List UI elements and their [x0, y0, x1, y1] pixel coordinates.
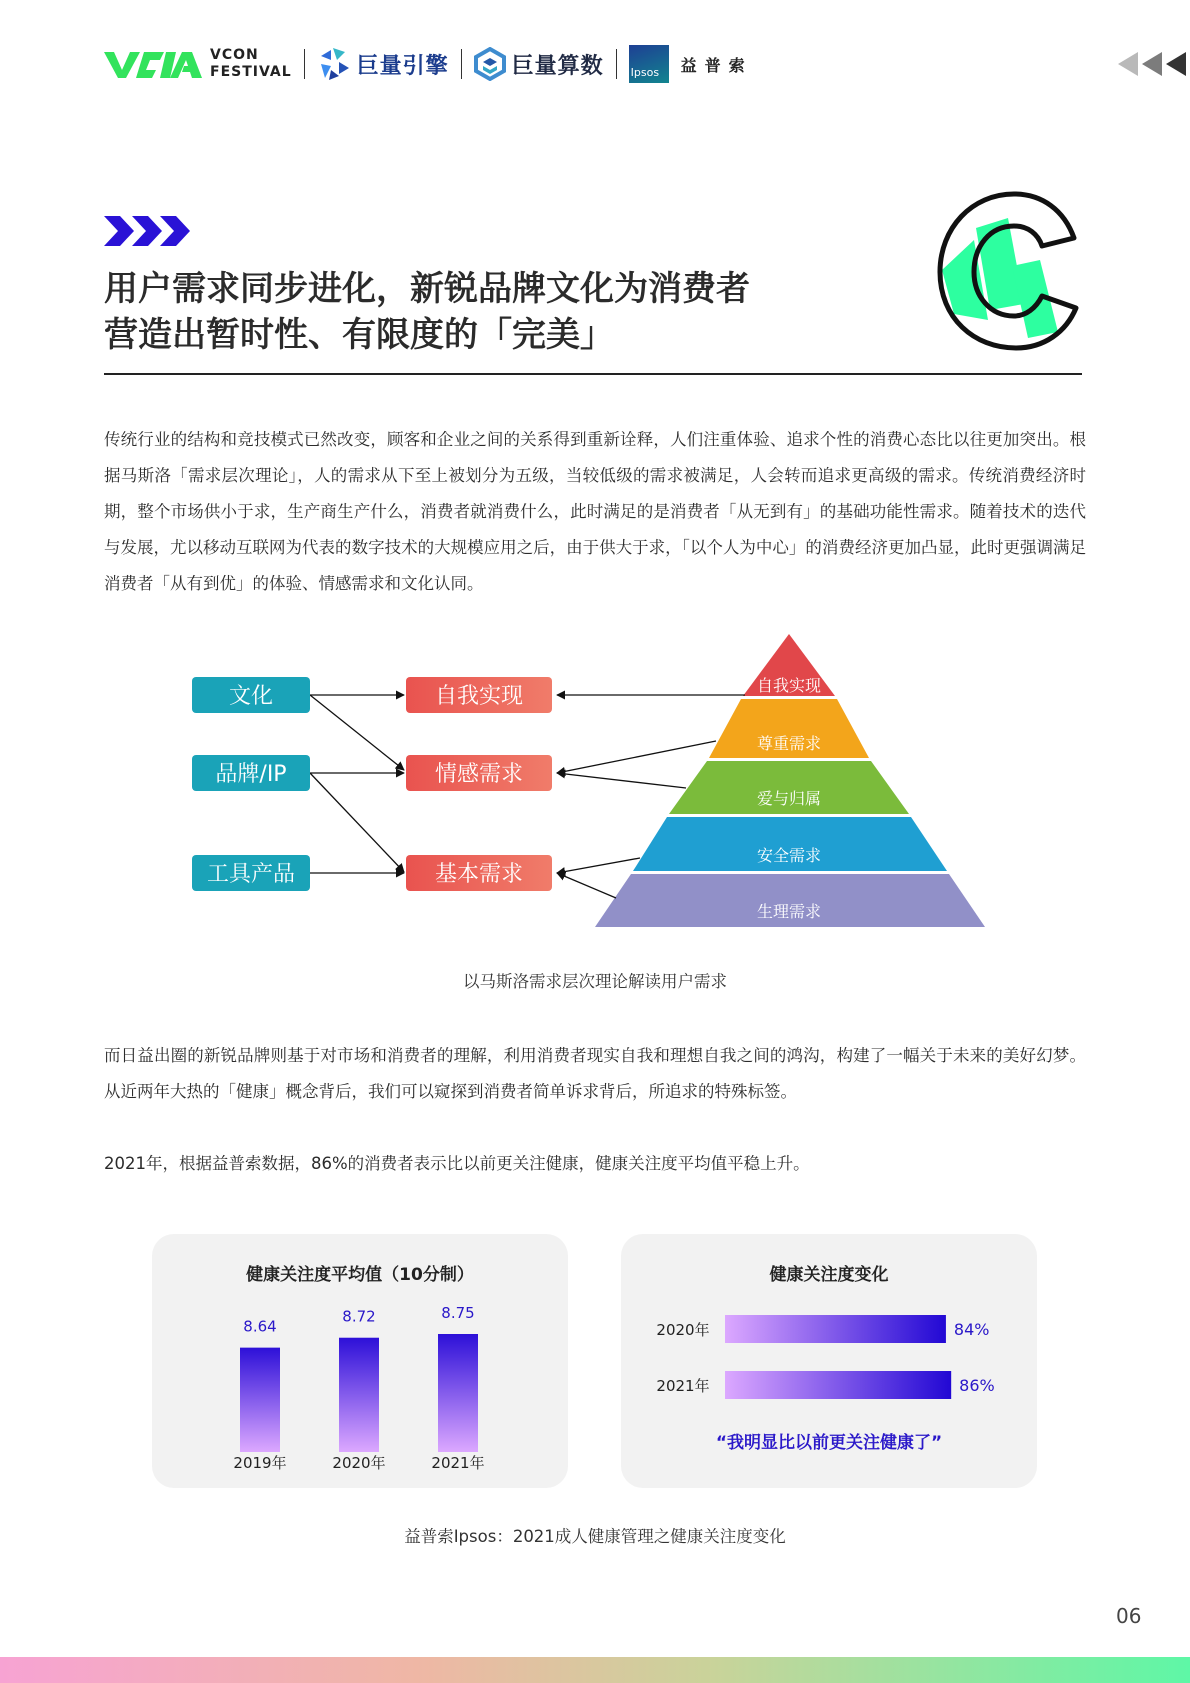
box-basic-needs-label: 基本需求: [434, 862, 524, 887]
chart-card-change: [621, 1234, 1037, 1488]
bar-2019年: [240, 1348, 280, 1452]
juliang-suanshu-icon: [474, 47, 506, 81]
juliang-engine-name: 巨量引擎: [356, 53, 449, 79]
triple-arrow-left-icon: [1118, 50, 1190, 78]
hbar-category-label: 2021年: [656, 1377, 710, 1395]
vcon-logo-text: VCON FESTIVAL: [210, 47, 292, 80]
juliang-suanshu-logo: [474, 47, 604, 81]
box-culture-label: 文化: [228, 684, 274, 709]
intro-paragraph: 传统行业的结构和竞技模式已然改变，顾客和企业之间的关系得到重新诠释，人们注重体验、追求个性的消费心态比以往更加突出。根据马斯洛「需求层次理论」，人的需求从下至上被划分为五级，当较低级的需求被满足，人会转而追求更高级的需求。传统消费经济时期，整个市场供小于求，生产商生产什么，消费者就消费什么，此时满足的是消费者「从无到有」的基础功能性需求。随着技术的迭代与发展，尤以移动互联网为代表的数字技术的大规模应用之后，由于供大于求，「以个人为中心」的消费经济更加凸显，此时更强调满足消费者「从有到优」的体验、情感需求和文化认同。: [104, 430, 1086, 593]
pyramid-label-love-belonging: 爱与归属: [756, 789, 822, 808]
pyramid-label-esteem: 尊重需求: [756, 734, 822, 753]
logo-separator: [304, 49, 305, 79]
chevrons-right-icon: [104, 216, 190, 246]
juliang-suanshu-name: 巨量算数: [511, 53, 604, 79]
box-emotional-needs-label: 情感需求: [434, 762, 524, 787]
pyramid: [595, 634, 985, 927]
bar-category-label: 2020年: [332, 1454, 386, 1472]
bar-value-label: 8.72: [342, 1307, 376, 1326]
page-title-line1: 用户需求同步进化，新锐品牌文化为消费者: [104, 269, 750, 309]
page-number: 06: [1116, 1604, 1142, 1628]
brand-c-logo-icon: [924, 180, 1094, 360]
chart-change-title: 健康关注度变化: [769, 1265, 889, 1285]
chart-change-annotation: “我明显比以前更关注健康了”: [715, 1433, 943, 1453]
hbar-2020年: [725, 1315, 946, 1343]
chart-average-title: 健康关注度平均值（10分制）: [246, 1265, 474, 1285]
stat-paragraph: 2021年，根据益普索数据，86%的消费者表示比以前更关注健康，健康关注度平均值平稳上升。: [104, 1154, 810, 1173]
bar-2021年: [438, 1334, 478, 1452]
juliang-engine-icon: [317, 46, 351, 82]
header-logos: [104, 44, 753, 84]
box-brand-ip-label: 品牌/IP: [215, 762, 287, 787]
ipsos-cn-name: 益普索: [680, 55, 753, 75]
brand-paragraph: 而日益出圈的新锐品牌则基于对市场和消费者的理解，利用消费者现实自我和理想自我之间的鸿沟，构建了一幅关于未来的美好幻梦。从近两年大热的「健康」概念背后，我们可以窥探到消费者简单诉求背后，所追求的特殊标签。: [104, 1046, 1086, 1101]
bar-2020年: [339, 1338, 379, 1452]
vcon-logo-icon: [104, 48, 202, 80]
logo-separator: [461, 49, 462, 79]
box-tool-product-label: 工具产品: [206, 862, 296, 887]
hbar-value-label: 84%: [953, 1320, 990, 1339]
maslow-diagram: [180, 628, 1000, 933]
bar-category-label: 2021年: [431, 1454, 485, 1472]
charts-caption: 益普索Ipsos：2021成人健康管理之健康关注度变化: [404, 1527, 786, 1546]
box-self-actualization-label: 自我实现: [434, 684, 524, 709]
logo-separator: [616, 49, 617, 79]
diagram-caption: 以马斯洛需求层次理论解读用户需求: [463, 972, 727, 991]
ipsos-logo: [629, 45, 753, 83]
page-title-line2: 营造出暂时性、有限度的「完美」: [104, 315, 614, 355]
ipsos-logo-icon: Ipsos: [629, 45, 669, 83]
bottom-gradient-bar: [0, 1657, 1190, 1683]
page-title: [104, 266, 864, 358]
hbar-2021年: [725, 1371, 951, 1399]
middle-boxes: [406, 677, 552, 891]
bar-value-label: 8.75: [441, 1304, 475, 1322]
left-boxes: [192, 677, 310, 891]
chart-card-average: [152, 1234, 568, 1488]
juliang-engine-logo: [317, 46, 449, 82]
pyramid-label-self-actualization: 自我实现: [756, 676, 822, 695]
chart-average-svg: [152, 1234, 568, 1488]
title-divider: [104, 373, 1082, 375]
hbar-value-label: 86%: [959, 1376, 995, 1395]
pyramid-label-safety: 安全需求: [756, 846, 822, 865]
hbar-category-label: 2020年: [656, 1321, 710, 1339]
bar-category-label: 2019年: [233, 1454, 287, 1472]
bar-value-label: 8.64: [243, 1317, 277, 1336]
pyramid-label-physiological: 生理需求: [756, 902, 822, 921]
